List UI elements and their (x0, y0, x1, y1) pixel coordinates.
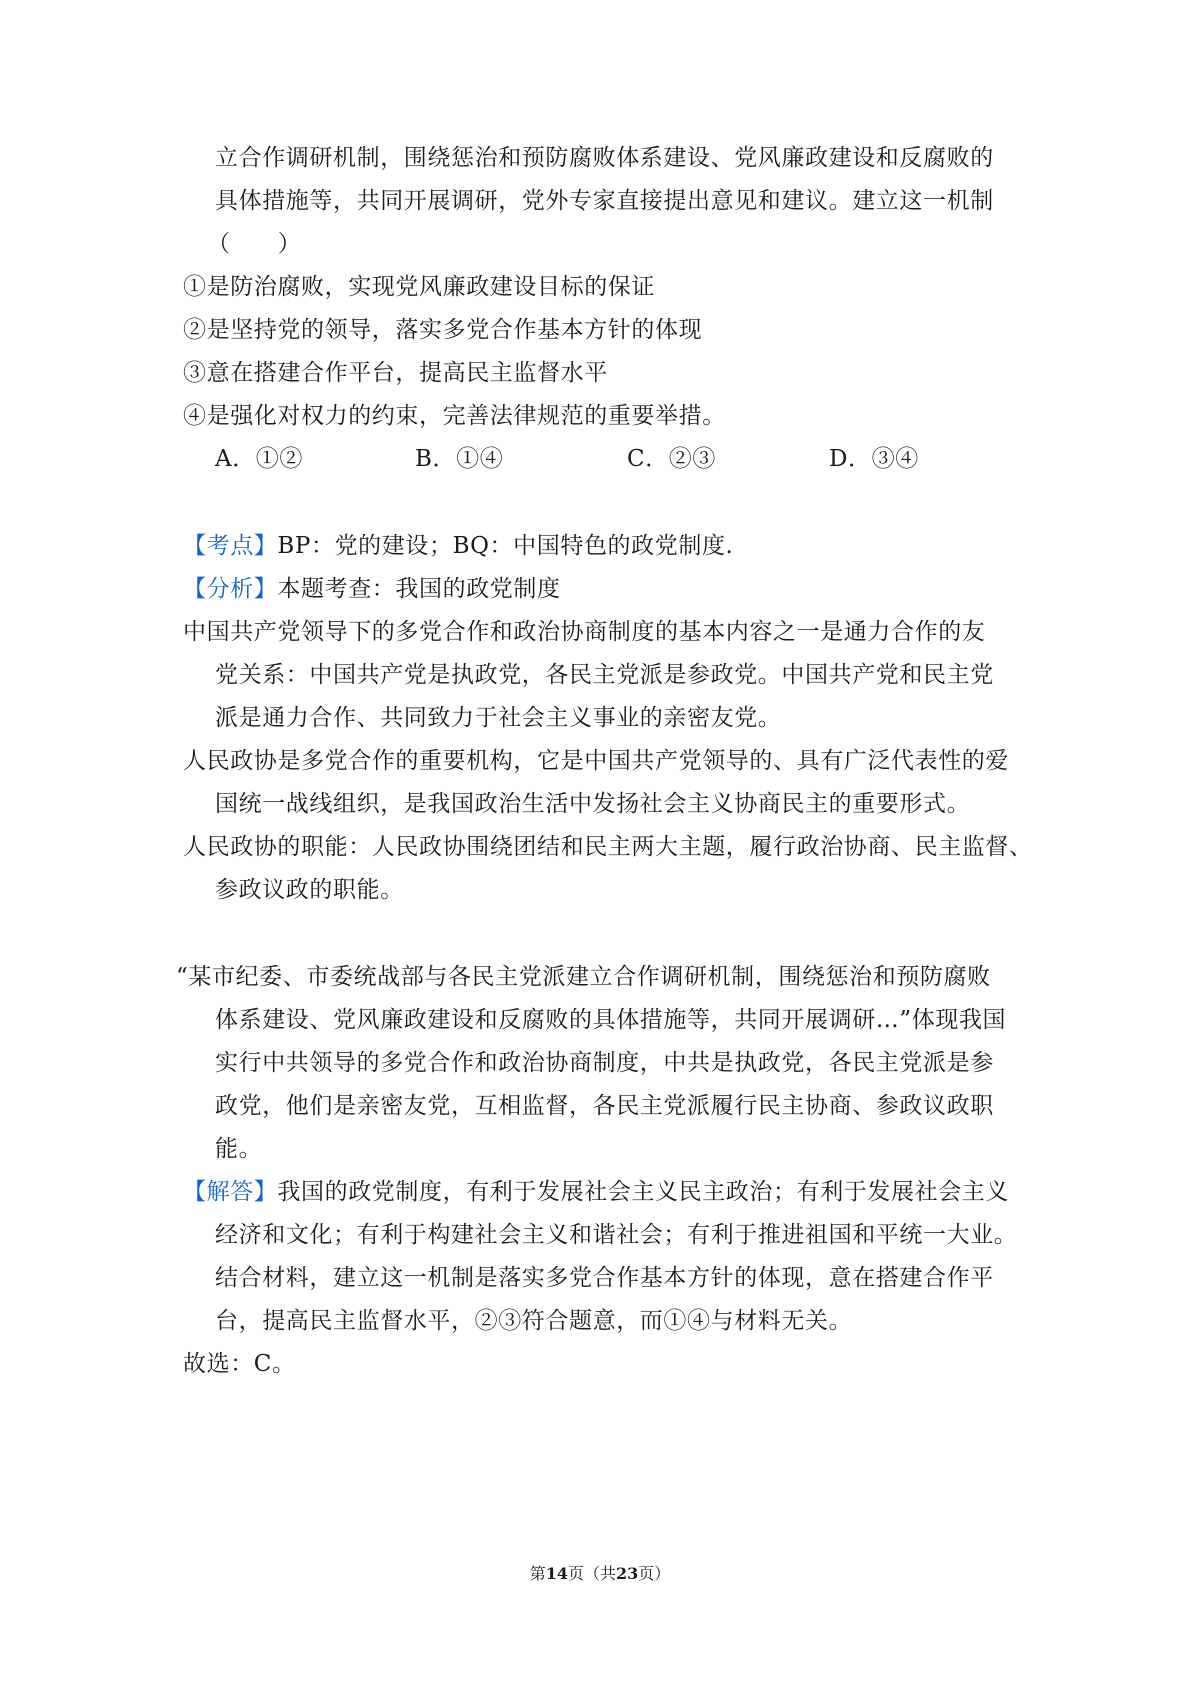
question-stem-line: 具体措施等，共同开展调研，党外专家直接提出意见和建议。建立这一机制 (215, 188, 994, 214)
fenxi-line (183, 574, 561, 604)
fenxi-tag: 【分析】 (183, 576, 278, 602)
answer-text: 我国的政党制度，有利于发展社会主义民主政治；有利于发展社会主义 (277, 1179, 1010, 1205)
footer-suffix: 页） (638, 1564, 671, 1583)
option-b: B．①④ (415, 446, 504, 472)
analysis-paragraph-line: 党关系：中国共产党是执政党，各民主党派是参政党。中国共产党和民主党 (215, 662, 994, 688)
options-row (0, 444, 1200, 474)
option-c: C．②③ (627, 446, 716, 472)
analysis-paragraph-line: 人民政协是多党合作的重要机构，它是中国共产党领导的、具有广泛代表性的爱 (183, 748, 1009, 774)
statement-3: ③意在搭建合作平台，提高民主监督水平 (183, 360, 608, 386)
analysis-paragraph-line: 参政议政的职能。 (215, 877, 404, 903)
option-a: A．①② (215, 446, 304, 472)
kaodian-line (183, 531, 733, 561)
analysis-paragraph-line: 实行中共领导的多党合作和政治协商制度，中共是执政党，各民主党派是参 (215, 1050, 994, 1076)
analysis-paragraph-line: 体系建设、党风廉政建设和反腐败的具体措施等，共同开展调研…”体现我国 (215, 1007, 1007, 1033)
answer-line: 结合材料，建立这一机制是落实多党合作基本方针的体现，意在搭建合作平 (215, 1265, 994, 1291)
kaodian-text: BP：党的建设；BQ：中国特色的政党制度. (277, 533, 734, 559)
footer-page-number: 14 (545, 1564, 568, 1583)
analysis-paragraph-line: 能。 (215, 1136, 263, 1162)
statement-4: ④是强化对权力的约束，完善法律规范的重要举措。 (183, 403, 726, 429)
analysis-paragraph-line: 国统一战线组织，是我国政治生活中发扬社会主义协商民主的重要形式。 (215, 791, 971, 817)
answer-conclusion: 故选：C。 (183, 1351, 296, 1377)
statement-2: ②是坚持党的领导，落实多党合作基本方针的体现 (183, 317, 703, 343)
answer-line: 台，提高民主监督水平，②③符合题意，而①④与材料无关。 (215, 1308, 853, 1334)
answer-tag: 【解答】 (183, 1179, 278, 1205)
kaodian-tag: 【考点】 (183, 533, 278, 559)
answer-blank: （ ） (207, 231, 302, 257)
answer-line: 经济和文化；有利于构建社会主义和谐社会；有利于推进祖国和平统一大业。 (215, 1222, 1018, 1248)
footer-prefix: 第 (529, 1564, 546, 1583)
statement-1: ①是防治腐败，实现党风廉政建设目标的保证 (183, 274, 655, 300)
footer-total-pages: 23 (616, 1564, 639, 1583)
question-stem-line: 立合作调研机制，围绕惩治和预防腐败体系建设、党风廉政建设和反腐败的 (215, 145, 994, 171)
footer-middle: 页（共 (567, 1564, 616, 1583)
analysis-paragraph-line: 政党，他们是亲密友党，互相监督，各民主党派履行民主协商、参政议政职 (215, 1093, 994, 1119)
page-footer (0, 1564, 1200, 1584)
analysis-paragraph-line: 中国共产党领导下的多党合作和政治协商制度的基本内容之一是通力合作的友 (183, 619, 986, 645)
option-d: D．③④ (829, 446, 919, 472)
fenxi-text: 本题考查：我国的政党制度 (277, 576, 561, 602)
analysis-paragraph-line: 派是通力合作、共同致力于社会主义事业的亲密友党。 (215, 705, 782, 731)
analysis-paragraph-line: 人民政协的职能：人民政协围绕团结和民主两大主题，履行政治协商、民主监督、 (183, 834, 1033, 860)
analysis-paragraph-line: “某市纪委、市委统战部与各民主党派建立合作调研机制，围绕惩治和预防腐败 (176, 964, 991, 990)
answer-line (183, 1177, 1009, 1207)
